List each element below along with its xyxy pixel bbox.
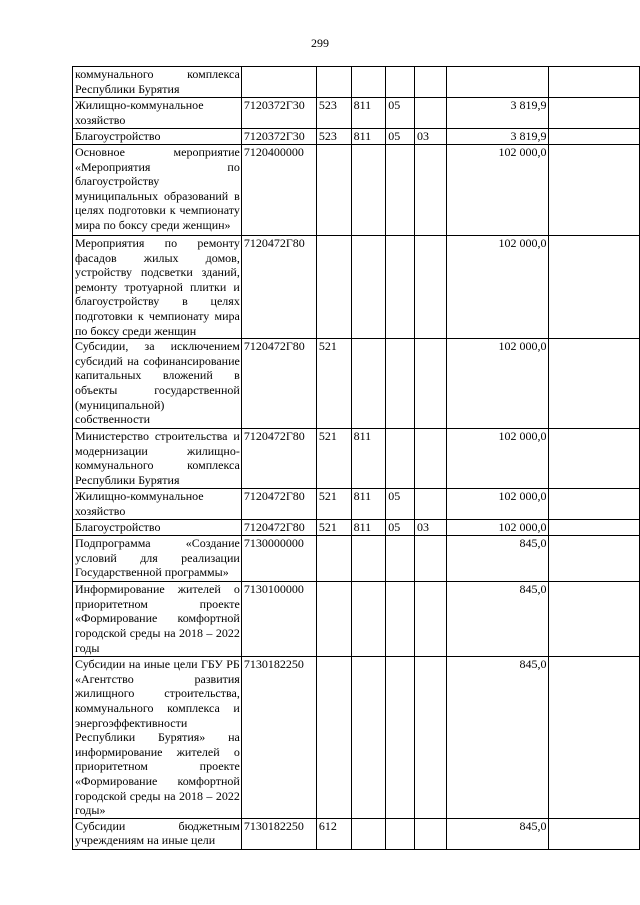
row-name: Жилищно-коммунальное хозяйство bbox=[73, 98, 242, 129]
row-extra bbox=[548, 98, 639, 129]
row-ministry-code bbox=[351, 818, 386, 849]
row-expense-type bbox=[316, 582, 351, 657]
table-row bbox=[73, 339, 640, 429]
table-row bbox=[73, 429, 640, 489]
row-name: Субсидии бюджетным учреждениям на иные цели bbox=[73, 818, 242, 849]
row-subsection bbox=[415, 145, 447, 236]
row-section bbox=[386, 536, 415, 582]
table-row bbox=[73, 818, 640, 849]
row-section bbox=[386, 429, 415, 489]
row-target-code: 7130100000 bbox=[241, 582, 316, 657]
row-amount: 3 819,9 bbox=[447, 98, 548, 129]
row-subsection bbox=[415, 536, 447, 582]
row-subsection bbox=[415, 236, 447, 339]
row-extra bbox=[548, 657, 639, 819]
row-name: Министерство строительства и модернизации жилищно-коммунального комплекса Республики Бурятия bbox=[73, 429, 242, 489]
row-name: Благоустройство bbox=[73, 520, 242, 536]
row-section bbox=[386, 339, 415, 429]
row-expense-type bbox=[316, 536, 351, 582]
table-row bbox=[73, 145, 640, 236]
row-ministry-code: 811 bbox=[351, 489, 386, 520]
row-amount: 102 000,0 bbox=[447, 145, 548, 236]
row-target-code: 7120472Г80 bbox=[241, 429, 316, 489]
table-row bbox=[73, 129, 640, 145]
row-ministry-code: 811 bbox=[351, 129, 386, 145]
table-row bbox=[73, 236, 640, 339]
row-amount: 3 819,9 bbox=[447, 129, 548, 145]
table-row bbox=[73, 520, 640, 536]
row-expense-type: 523 bbox=[316, 129, 351, 145]
row-ministry-code bbox=[351, 582, 386, 657]
row-ministry-code: 811 bbox=[351, 429, 386, 489]
table-row bbox=[73, 536, 640, 582]
row-subsection bbox=[415, 582, 447, 657]
row-expense-type bbox=[316, 236, 351, 339]
row-name: Субсидии на иные цели ГБУ РБ «Агентство развития жилищного строительства, коммунального комплекса и энергоэффективности Республики Бурятия» на информирование жителей о приоритетном проекте «Формирование комфортной городской среды на 2018 – 2022 годы» bbox=[73, 657, 242, 819]
row-extra bbox=[548, 520, 639, 536]
row-section: 05 bbox=[386, 520, 415, 536]
row-ministry-code bbox=[351, 339, 386, 429]
row-ministry-code bbox=[351, 145, 386, 236]
row-ministry-code: 811 bbox=[351, 98, 386, 129]
row-expense-type: 521 bbox=[316, 339, 351, 429]
row-amount: 845,0 bbox=[447, 657, 548, 819]
row-target-code: 7120372Г30 bbox=[241, 98, 316, 129]
row-section: 05 bbox=[386, 129, 415, 145]
row-extra bbox=[548, 339, 639, 429]
row-section bbox=[386, 236, 415, 339]
row-section: 05 bbox=[386, 98, 415, 129]
row-expense-type: 523 bbox=[316, 98, 351, 129]
row-extra bbox=[548, 429, 639, 489]
row-section bbox=[386, 582, 415, 657]
row-section bbox=[386, 67, 415, 98]
row-subsection bbox=[415, 818, 447, 849]
row-extra bbox=[548, 536, 639, 582]
row-name: Жилищно-коммунальное хозяйство bbox=[73, 489, 242, 520]
row-target-code: 7120472Г80 bbox=[241, 236, 316, 339]
row-amount: 845,0 bbox=[447, 536, 548, 582]
row-expense-type bbox=[316, 67, 351, 98]
table-row bbox=[73, 489, 640, 520]
row-amount: 102 000,0 bbox=[447, 339, 548, 429]
row-name: Информирование жителей о приоритетном проекте «Формирование комфортной городской среды на 2018 – 2022 годы bbox=[73, 582, 242, 657]
row-name: Основное мероприятие «Мероприятия по благоустройству муниципальных образований в целях подготовки к чемпионату мира по боксу среди женщин» bbox=[73, 145, 242, 236]
row-subsection bbox=[415, 429, 447, 489]
table-body bbox=[73, 67, 640, 850]
row-target-code: 7120472Г80 bbox=[241, 520, 316, 536]
row-amount: 845,0 bbox=[447, 582, 548, 657]
row-ministry-code bbox=[351, 67, 386, 98]
row-subsection bbox=[415, 67, 447, 98]
row-amount: 102 000,0 bbox=[447, 429, 548, 489]
row-section bbox=[386, 818, 415, 849]
row-expense-type: 521 bbox=[316, 489, 351, 520]
row-target-code: 7130182250 bbox=[241, 818, 316, 849]
row-name: Мероприятия по ремонту фасадов жилых домов, устройству подсветки зданий, ремонту тротуарной плитки и благоустройству в целях подготовки к чемпионату мира по боксу среди женщин bbox=[73, 236, 242, 339]
row-name: Субсидии, за исключением субсидий на софинансирование капитальных вложений в объекты государственной (муниципальной) собственности bbox=[73, 339, 242, 429]
row-expense-type: 521 bbox=[316, 520, 351, 536]
row-section bbox=[386, 657, 415, 819]
row-subsection bbox=[415, 339, 447, 429]
row-amount: 102 000,0 bbox=[447, 520, 548, 536]
row-subsection bbox=[415, 657, 447, 819]
row-name: Подпрограмма «Создание условий для реализации Государственной программы» bbox=[73, 536, 242, 582]
row-extra bbox=[548, 818, 639, 849]
row-extra bbox=[548, 236, 639, 339]
table-row bbox=[73, 582, 640, 657]
row-target-code: 7130000000 bbox=[241, 536, 316, 582]
row-target-code: 7120472Г80 bbox=[241, 489, 316, 520]
row-expense-type: 612 bbox=[316, 818, 351, 849]
row-amount bbox=[447, 67, 548, 98]
page-number: 299 bbox=[311, 36, 329, 50]
row-amount: 845,0 bbox=[447, 818, 548, 849]
row-ministry-code bbox=[351, 236, 386, 339]
row-name: коммунального комплекса Республики Бурятия bbox=[73, 67, 242, 98]
row-expense-type bbox=[316, 657, 351, 819]
row-subsection: 03 bbox=[415, 129, 447, 145]
row-ministry-code bbox=[351, 536, 386, 582]
table-row bbox=[73, 67, 640, 98]
row-target-code: 7120372Г30 bbox=[241, 129, 316, 145]
row-ministry-code: 811 bbox=[351, 520, 386, 536]
row-section bbox=[386, 145, 415, 236]
row-extra bbox=[548, 582, 639, 657]
row-subsection bbox=[415, 98, 447, 129]
row-ministry-code bbox=[351, 657, 386, 819]
row-target-code: 7120472Г80 bbox=[241, 339, 316, 429]
row-amount: 102 000,0 bbox=[447, 489, 548, 520]
row-target-code: 7130182250 bbox=[241, 657, 316, 819]
row-name: Благоустройство bbox=[73, 129, 242, 145]
row-target-code: 7120400000 bbox=[241, 145, 316, 236]
budget-table bbox=[72, 66, 640, 850]
row-subsection bbox=[415, 489, 447, 520]
row-extra bbox=[548, 129, 639, 145]
row-expense-type: 521 bbox=[316, 429, 351, 489]
table-row bbox=[73, 98, 640, 129]
row-subsection: 03 bbox=[415, 520, 447, 536]
row-extra bbox=[548, 489, 639, 520]
row-extra bbox=[548, 145, 639, 236]
row-target-code bbox=[241, 67, 316, 98]
row-extra bbox=[548, 67, 639, 98]
row-amount: 102 000,0 bbox=[447, 236, 548, 339]
table-row bbox=[73, 657, 640, 819]
row-section: 05 bbox=[386, 489, 415, 520]
row-expense-type bbox=[316, 145, 351, 236]
